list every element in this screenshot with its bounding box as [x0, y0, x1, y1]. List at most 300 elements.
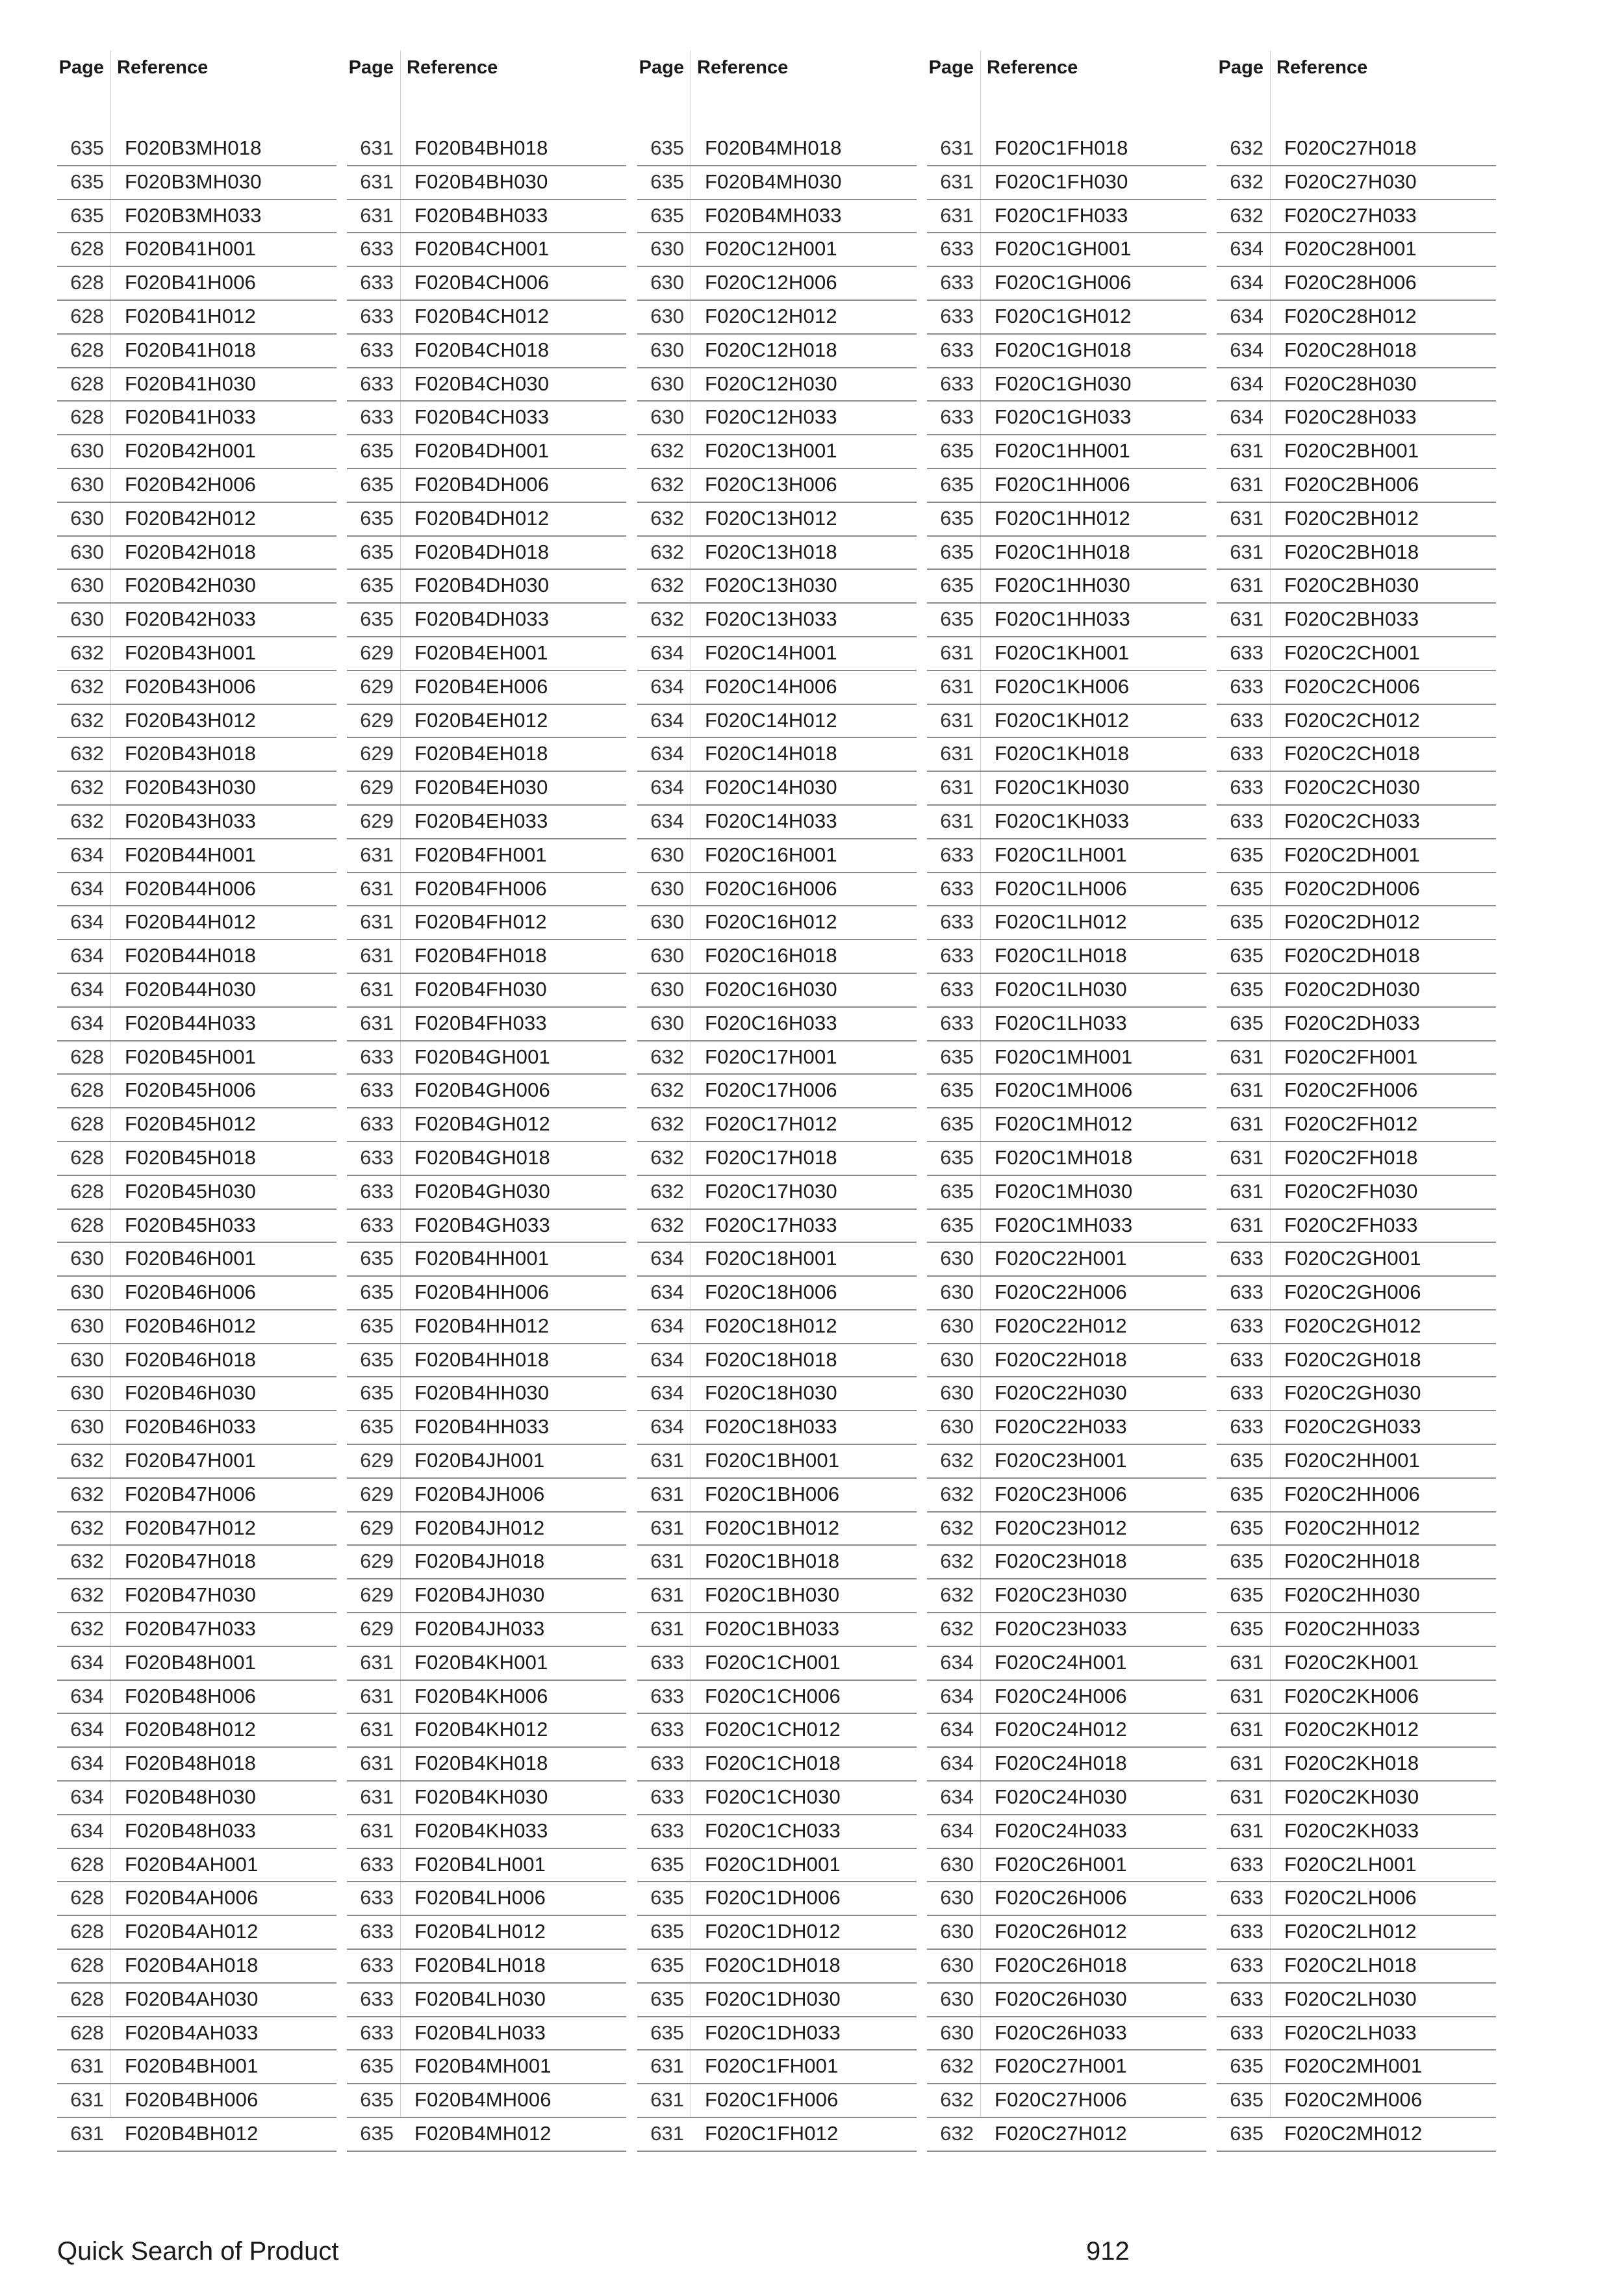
page-number-cell: 628: [70, 1954, 104, 1977]
table-row: [57, 1344, 336, 1378]
page-number-cell: 635: [1230, 977, 1263, 1001]
table-row: [1217, 671, 1496, 705]
reference-cell: F020C17H018: [705, 1145, 837, 1169]
reference-cell: F020B43H006: [125, 674, 257, 698]
page-number-cell: 631: [1230, 472, 1263, 496]
page-number-cell: 635: [1230, 2088, 1263, 2112]
page-number-cell: 631: [1230, 1785, 1263, 1809]
page-number-cell: 635: [1230, 944, 1263, 967]
reference-cell: F020B3MH018: [125, 136, 262, 159]
table-row: [927, 133, 1206, 166]
page-number-cell: 635: [360, 1415, 394, 1438]
table-row: [637, 705, 917, 739]
page-number-cell: 635: [360, 1281, 394, 1304]
table-row: [347, 435, 626, 469]
reference-cell: F020B4FH012: [414, 910, 547, 934]
table-row: [637, 1377, 917, 1411]
page-number-cell: 635: [650, 203, 684, 227]
reference-cell: F020C14H012: [705, 708, 837, 732]
page-number-cell: 633: [1230, 1247, 1263, 1270]
page-number-cell: 631: [1230, 1079, 1263, 1102]
page-number-cell: 631: [940, 170, 974, 193]
reference-cell: F020B4LH001: [414, 1852, 546, 1876]
page-number-cell: 635: [650, 2021, 684, 2044]
reference-cell: F020C2CH006: [1284, 674, 1420, 698]
table-row: [1217, 772, 1496, 806]
page-number-cell: 630: [650, 977, 684, 1001]
table-row: [347, 267, 626, 301]
page-number-cell: 633: [1230, 674, 1263, 698]
reference-cell: F020C2DH018: [1284, 944, 1420, 967]
reference-cell: F020C1GH018: [995, 338, 1132, 361]
reference-cell: F020B42H033: [125, 607, 257, 631]
table-row: [347, 537, 626, 570]
page-number-cell: 633: [1230, 776, 1263, 799]
table-row: [57, 1142, 336, 1176]
page-number-cell: 634: [70, 910, 104, 934]
table-row: [347, 2050, 626, 2084]
reference-cell: F020B4BH001: [125, 2054, 259, 2078]
page-number-cell: 633: [1230, 708, 1263, 732]
page-number-cell: 628: [70, 338, 104, 361]
table-row: [637, 974, 917, 1008]
index-rows: [927, 133, 1206, 2152]
page-number-cell: 631: [650, 2054, 684, 2078]
page-number-cell: 630: [940, 1987, 974, 2010]
table-row: [1217, 637, 1496, 671]
column-header: [637, 55, 917, 81]
reference-cell: F020B4MH033: [705, 203, 842, 227]
page-number-cell: 634: [650, 1281, 684, 1304]
table-row: [927, 233, 1206, 267]
table-row: [347, 738, 626, 772]
page-number-cell: 635: [1230, 843, 1263, 866]
page-number-cell: 635: [360, 1314, 394, 1337]
page-number-cell: 631: [1230, 574, 1263, 597]
table-row: [1217, 2017, 1496, 2051]
reference-cell: F020C2GH012: [1284, 1314, 1421, 1337]
table-row: [637, 435, 917, 469]
table-row: [927, 368, 1206, 402]
page-number-cell: 631: [360, 944, 394, 967]
page-number-cell: 634: [940, 1718, 974, 1741]
table-row: [347, 1377, 626, 1411]
table-row: [637, 1411, 917, 1445]
page-number-cell: 631: [1230, 1112, 1263, 1136]
column-header: [1217, 55, 1496, 81]
page-number-cell: 632: [70, 674, 104, 698]
page-number-cell: 630: [940, 1415, 974, 1438]
reference-cell: F020C16H001: [705, 843, 837, 866]
page-number-cell: 629: [360, 1449, 394, 1472]
reference-cell: F020C2DH006: [1284, 876, 1420, 900]
table-row: [1217, 705, 1496, 739]
table-row: [347, 1882, 626, 1916]
page-number-cell: 632: [650, 1179, 684, 1203]
reference-cell: F020B4MH030: [705, 170, 842, 193]
page-number-cell: 633: [940, 271, 974, 294]
table-row: [637, 1681, 917, 1715]
table-row: [637, 469, 917, 503]
reference-cell: F020C2BH033: [1284, 607, 1419, 631]
reference-cell: F020B4EH001: [414, 641, 548, 664]
reference-cell: F020B48H018: [125, 1752, 257, 1775]
reference-cell: F020B3MH030: [125, 170, 262, 193]
page-number-cell: 630: [650, 338, 684, 361]
reference-cell: F020C17H006: [705, 1079, 837, 1102]
reference-cell: F020C1BH012: [705, 1516, 840, 1539]
page-number-cell: 630: [70, 607, 104, 631]
page-number-cell: 631: [360, 910, 394, 934]
reference-cell: F020B47H030: [125, 1583, 257, 1607]
table-row: [57, 1748, 336, 1782]
reference-cell: F020C2FH001: [1284, 1045, 1418, 1068]
page-number-cell: 631: [1230, 1684, 1263, 1707]
column-header: [57, 55, 336, 81]
table-row: [57, 1647, 336, 1681]
table-row: [927, 1579, 1206, 1613]
reference-cell: F020B4CH033: [414, 405, 550, 429]
page-number-cell: 632: [650, 1045, 684, 1068]
reference-cell: F020C1CH001: [705, 1650, 841, 1674]
page-number-cell: 632: [940, 1583, 974, 1607]
index-rows: [637, 133, 917, 2152]
table-row: [927, 1344, 1206, 1378]
reference-cell: F020C16H006: [705, 876, 837, 900]
page-number-cell: 633: [360, 1852, 394, 1876]
table-row: [927, 1513, 1206, 1546]
table-row: [927, 1411, 1206, 1445]
reference-cell: F020B4DH030: [414, 574, 550, 597]
page-number-cell: 634: [650, 708, 684, 732]
reference-cell: F020B4LH030: [414, 1987, 546, 2010]
reference-cell: F020C1MH033: [995, 1213, 1133, 1236]
table-row: [637, 738, 917, 772]
table-row: [927, 1849, 1206, 1883]
page-number-cell: 631: [1230, 1145, 1263, 1169]
reference-cell: F020C1HH006: [995, 472, 1130, 496]
reference-cell: F020C1KH033: [995, 809, 1130, 832]
reference-cell: F020B4CH030: [414, 372, 550, 395]
table-row: [927, 435, 1206, 469]
table-row: [347, 1748, 626, 1782]
table-row: [347, 1008, 626, 1041]
page-number-cell: 631: [650, 2122, 684, 2145]
page-number-cell: 631: [650, 1550, 684, 1573]
table-row: [347, 200, 626, 234]
page-number-cell: 635: [940, 540, 974, 563]
page-number-cell: 632: [650, 506, 684, 530]
page-number-cell: 630: [650, 944, 684, 967]
page-number-cell: 633: [1230, 1954, 1263, 1977]
table-row: [637, 873, 917, 907]
table-row: [57, 1782, 336, 1815]
reference-cell: F020B43H018: [125, 742, 257, 765]
table-row: [347, 974, 626, 1008]
reference-cell: F020B43H001: [125, 641, 257, 664]
reference-cell: F020B4LH018: [414, 1954, 546, 1977]
table-row: [57, 402, 336, 435]
reference-cell: F020C2BH018: [1284, 540, 1419, 563]
reference-cell: F020C18H030: [705, 1381, 837, 1405]
reference-cell: F020B4FH030: [414, 977, 547, 1001]
reference-cell: F020C2KH006: [1284, 1684, 1419, 1707]
page-number-cell: 632: [70, 1449, 104, 1472]
reference-cell: F020C1GH006: [995, 271, 1132, 294]
page-number-cell: 633: [360, 338, 394, 361]
page-number-cell: 634: [650, 776, 684, 799]
reference-cell: F020B4GH001: [414, 1045, 550, 1068]
reference-cell: F020B47H033: [125, 1617, 257, 1641]
table-row: [927, 1782, 1206, 1815]
reference-cell: F020C2KH030: [1284, 1785, 1419, 1809]
reference-cell: F020C1GH001: [995, 237, 1132, 261]
page-number-cell: 635: [70, 170, 104, 193]
page-number-cell: 629: [360, 776, 394, 799]
reference-cell: F020C2GH006: [1284, 1281, 1421, 1304]
page-number-cell: 628: [70, 2021, 104, 2044]
table-row: [57, 873, 336, 907]
table-row: [927, 301, 1206, 335]
page-number-cell: 630: [940, 1281, 974, 1304]
page-number-cell: 632: [940, 2054, 974, 2078]
page-number-cell: 631: [650, 1583, 684, 1607]
page-number-cell: 630: [940, 2021, 974, 2044]
page-header: Page: [58, 57, 104, 78]
reference-cell: F020B42H006: [125, 472, 257, 496]
reference-cell: F020C2DH012: [1284, 910, 1420, 934]
reference-cell: F020C26H001: [995, 1852, 1127, 1876]
page-number-cell: 630: [940, 1852, 974, 1876]
reference-cell: F020C2KH001: [1284, 1650, 1419, 1674]
table-row: [57, 2118, 336, 2152]
page-number-cell: 632: [650, 540, 684, 563]
page-number-cell: 631: [1230, 1179, 1263, 1203]
page-number-cell: 632: [70, 1617, 104, 1641]
table-row: [347, 1984, 626, 2017]
page-number-cell: 634: [1230, 237, 1263, 261]
page-number-cell: 631: [940, 809, 974, 832]
reference-cell: F020C1MH012: [995, 1112, 1133, 1136]
table-row: [1217, 906, 1496, 940]
table-row: [57, 335, 336, 368]
page-number-cell: 628: [70, 1987, 104, 2010]
reference-cell: F020C1MH030: [995, 1179, 1133, 1203]
table-row: [1217, 267, 1496, 301]
page-number-cell: 635: [940, 1079, 974, 1102]
page-number-cell: 629: [360, 1550, 394, 1573]
page-number-cell: 628: [70, 1045, 104, 1068]
table-row: [57, 1714, 336, 1748]
table-row: [927, 1210, 1206, 1244]
reference-cell: F020B44H033: [125, 1011, 257, 1034]
table-row: [637, 1210, 917, 1244]
table-row: [1217, 2084, 1496, 2118]
table-row: [927, 1613, 1206, 1647]
reference-cell: F020C24H033: [995, 1819, 1127, 1842]
table-row: [927, 2118, 1206, 2152]
reference-cell: F020B44H012: [125, 910, 257, 934]
reference-cell: F020B4AH030: [125, 1987, 259, 2010]
page-number-cell: 634: [940, 1684, 974, 1707]
table-row: [347, 2084, 626, 2118]
table-row: [637, 2017, 917, 2051]
page-number-cell: 635: [1230, 1482, 1263, 1505]
table-row: [637, 839, 917, 873]
page-number-cell: 632: [650, 1079, 684, 1102]
reference-cell: F020B4EH006: [414, 674, 548, 698]
table-row: [927, 1714, 1206, 1748]
reference-cell: F020B46H033: [125, 1415, 257, 1438]
page-number-cell: 632: [650, 472, 684, 496]
page-number-cell: 635: [650, 170, 684, 193]
table-row: [1217, 2118, 1496, 2152]
page-number-cell: 630: [940, 1920, 974, 1943]
reference-cell: F020C12H033: [705, 405, 837, 429]
page-number-cell: 634: [1230, 372, 1263, 395]
table-row: [57, 806, 336, 839]
page-number-cell: 629: [360, 1516, 394, 1539]
page-number-cell: 634: [70, 944, 104, 967]
reference-cell: F020C28H030: [1284, 372, 1417, 395]
page-number-cell: 633: [1230, 1381, 1263, 1405]
reference-cell: F020B43H033: [125, 809, 257, 832]
table-row: [347, 1310, 626, 1344]
reference-cell: F020B46H006: [125, 1281, 257, 1304]
page-number-cell: 628: [70, 1179, 104, 1203]
reference-cell: F020B4AH033: [125, 2021, 259, 2044]
table-row: [1217, 1546, 1496, 1579]
table-row: [637, 1008, 917, 1041]
page-header: Page: [928, 57, 974, 78]
table-row: [927, 1882, 1206, 1916]
page-number-cell: 632: [70, 708, 104, 732]
reference-cell: F020C2KH018: [1284, 1752, 1419, 1775]
table-row: [57, 1310, 336, 1344]
page-number-cell: 631: [360, 203, 394, 227]
table-row: [347, 335, 626, 368]
table-row: [57, 1243, 336, 1277]
page-number-cell: 635: [360, 607, 394, 631]
page-number-cell: 631: [360, 1785, 394, 1809]
table-row: [1217, 1950, 1496, 1984]
table-row: [637, 1579, 917, 1613]
reference-cell: F020C2HH006: [1284, 1482, 1420, 1505]
table-row: [927, 604, 1206, 637]
reference-cell: F020B4JH012: [414, 1516, 545, 1539]
reference-cell: F020B4BH006: [125, 2088, 259, 2112]
reference-cell: F020C2KH012: [1284, 1718, 1419, 1741]
reference-cell: F020B4EH018: [414, 742, 548, 765]
reference-cell: F020C1HH012: [995, 506, 1130, 530]
reference-cell: F020C16H012: [705, 910, 837, 934]
reference-cell: F020C2LH033: [1284, 2021, 1417, 2044]
reference-header: Reference: [407, 57, 498, 78]
table-row: [347, 368, 626, 402]
reference-cell: F020C1BH006: [705, 1482, 840, 1505]
page-number-cell: 630: [940, 1247, 974, 1270]
table-row: [1217, 469, 1496, 503]
table-row: [927, 2017, 1206, 2051]
table-row: [1217, 1613, 1496, 1647]
table-row: [347, 1950, 626, 1984]
table-row: [347, 1916, 626, 1950]
table-row: [637, 267, 917, 301]
table-row: [927, 1546, 1206, 1579]
table-row: [1217, 435, 1496, 469]
table-row: [927, 537, 1206, 570]
page-number-cell: 633: [650, 1650, 684, 1674]
reference-cell: F020B48H012: [125, 1718, 257, 1741]
table-row: [1217, 1344, 1496, 1378]
reference-cell: F020C16H033: [705, 1011, 837, 1034]
table-row: [347, 1579, 626, 1613]
reference-cell: F020B4KH001: [414, 1650, 548, 1674]
reference-cell: F020C14H033: [705, 809, 837, 832]
table-row: [1217, 1310, 1496, 1344]
table-row: [1217, 1479, 1496, 1513]
page-number-cell: 631: [70, 2054, 104, 2078]
page-number-cell: 631: [1230, 1718, 1263, 1741]
reference-cell: F020C2FH006: [1284, 1079, 1418, 1102]
reference-cell: F020C2BH001: [1284, 439, 1419, 463]
page-number-cell: 635: [940, 439, 974, 463]
reference-cell: F020B4GH018: [414, 1145, 550, 1169]
reference-cell: F020C27H030: [1284, 170, 1417, 193]
table-row: [927, 1916, 1206, 1950]
page-number-cell: 631: [1230, 1752, 1263, 1775]
table-row: [927, 738, 1206, 772]
page-number-cell: 633: [650, 1752, 684, 1775]
page-number-cell: 635: [650, 1954, 684, 1977]
reference-cell: F020B46H018: [125, 1348, 257, 1371]
reference-cell: F020C17H033: [705, 1213, 837, 1236]
page-header: Page: [348, 57, 394, 78]
reference-cell: F020B46H001: [125, 1247, 257, 1270]
reference-cell: F020C13H033: [705, 607, 837, 631]
page-number-cell: 635: [940, 1213, 974, 1236]
page-number-cell: 634: [70, 1684, 104, 1707]
page-number-cell: 631: [70, 2122, 104, 2145]
page-number-cell: 633: [940, 843, 974, 866]
reference-cell: F020B47H006: [125, 1482, 257, 1505]
footer-title: Quick Search of Product: [57, 2237, 339, 2266]
page-number-cell: 630: [70, 540, 104, 563]
page-number-cell: 628: [70, 1920, 104, 1943]
reference-cell: F020B44H001: [125, 843, 257, 866]
page-number-cell: 633: [1230, 1886, 1263, 1910]
reference-cell: F020C1DH001: [705, 1852, 841, 1876]
table-row: [1217, 537, 1496, 570]
table-row: [637, 1142, 917, 1176]
table-row: [637, 671, 917, 705]
table-row: [347, 1142, 626, 1176]
reference-cell: F020C23H001: [995, 1449, 1127, 1472]
reference-cell: F020C14H030: [705, 776, 837, 799]
table-row: [927, 637, 1206, 671]
table-row: [927, 1748, 1206, 1782]
table-row: [637, 1513, 917, 1546]
page-number-cell: 632: [70, 809, 104, 832]
reference-cell: F020C1DH006: [705, 1886, 841, 1910]
reference-cell: F020B4HH012: [414, 1314, 550, 1337]
page-number-cell: 631: [1230, 540, 1263, 563]
page-number-cell: 630: [650, 405, 684, 429]
table-row: [1217, 570, 1496, 604]
reference-cell: F020C2CH018: [1284, 742, 1420, 765]
reference-cell: F020B4JH030: [414, 1583, 545, 1607]
table-row: [347, 806, 626, 839]
